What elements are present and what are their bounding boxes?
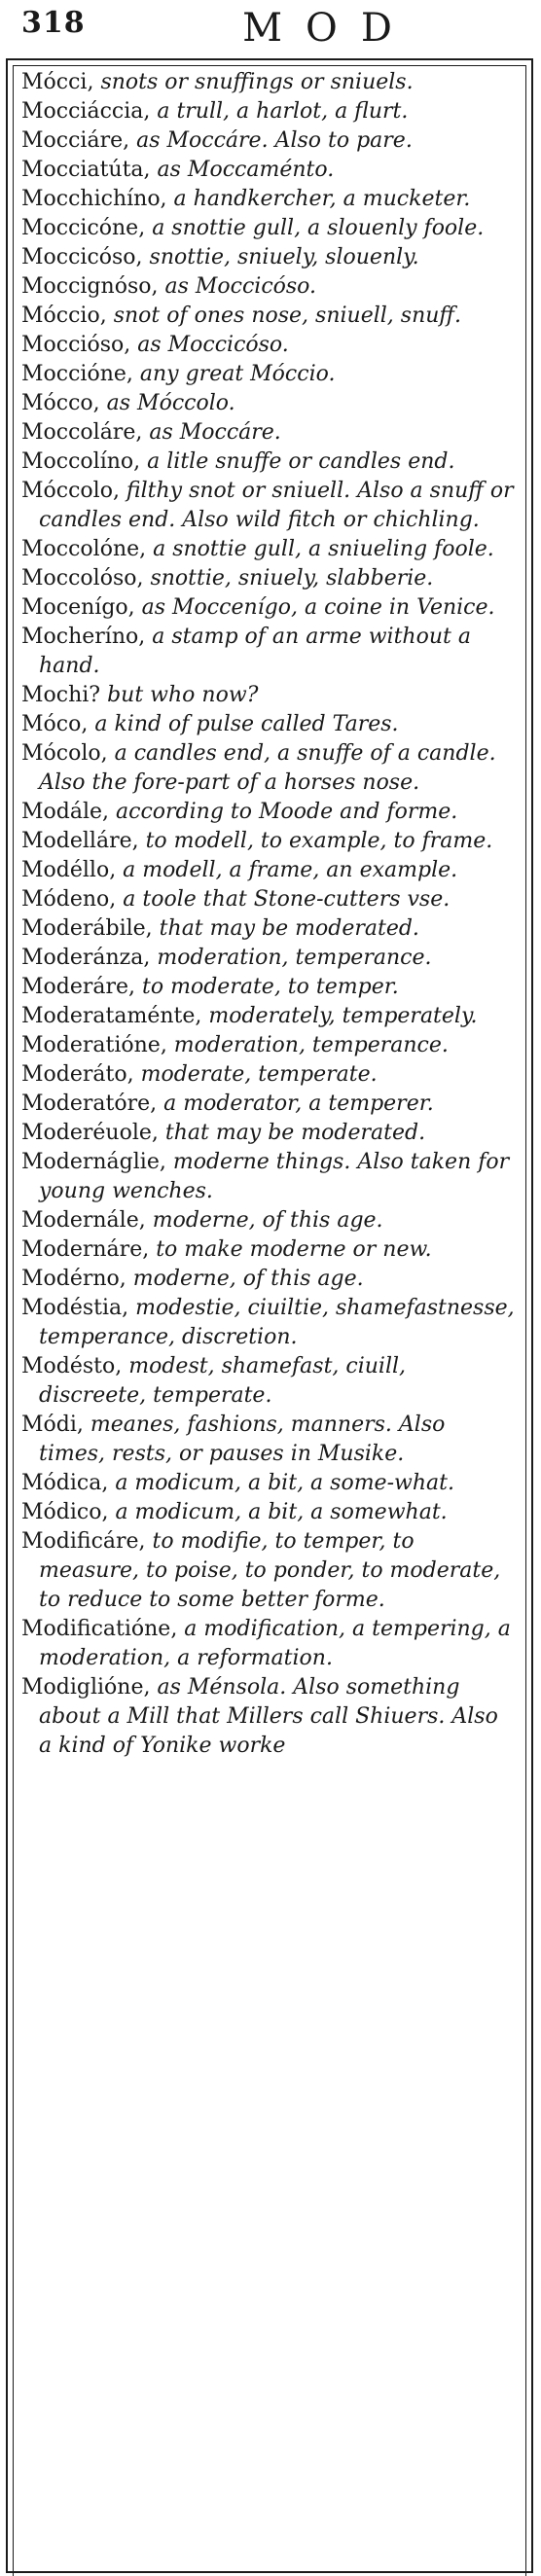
entry-headword: Modificatióne, [21, 1617, 178, 1641]
dictionary-entry [21, 185, 516, 214]
entry-definition: a snottie gull, a sniueling foole. [146, 537, 494, 561]
entry-headword: Módica, [21, 1471, 109, 1495]
entry-headword: Mócci, [21, 70, 94, 94]
dictionary-entry [21, 1498, 516, 1527]
entry-definition: moderne, of this age. [145, 1208, 383, 1233]
dictionary-entry [21, 1411, 516, 1469]
entry-headword: Móccio, [21, 304, 107, 328]
entry-definition: to modell, to example, to frame. [138, 829, 493, 853]
entry-headword: Mocciáccia, [21, 99, 151, 124]
entry-headword: Modernále, [21, 1208, 146, 1233]
entry-definition: but who now? [100, 683, 259, 707]
entry-definition: a snottie gull, a slouenly foole. [145, 216, 485, 240]
entry-headword: Mocheríno, [21, 625, 146, 649]
entry-headword: Moccicóso, [21, 245, 143, 269]
entry-definition: as Moccáre. Also to pare. [129, 128, 413, 153]
entry-headword: Mocciatúta, [21, 158, 151, 182]
dictionary-entry [21, 1148, 516, 1206]
entry-definition: modestie, ciuiltie, shamefastnesse, temperance, discretion. [39, 1296, 515, 1349]
entry-headword: Mocciáre, [21, 128, 130, 153]
entry-definition: to make moderne or new. [149, 1237, 432, 1262]
entry-definition: that may be moderated. [152, 916, 419, 941]
dictionary-entry [21, 68, 516, 97]
dictionary-entry [21, 1060, 516, 1090]
dictionary-entry [21, 1673, 516, 1761]
entry-headword: Moderánza, [21, 946, 151, 970]
entry-headword: Móccolo, [21, 479, 120, 503]
entry-definition: filthy snot or sniuell. Also a snuff or candles end. Also wild fitch or chichling. [39, 479, 514, 532]
page-number: 318 [21, 6, 86, 40]
dictionary-entry [21, 126, 516, 156]
dictionary-entry [21, 389, 516, 418]
dictionary-entry [21, 564, 516, 593]
entry-headword: Modále, [21, 800, 110, 824]
entry-definition: as Moccicóso. [130, 333, 289, 357]
entry-headword: Módi, [21, 1413, 84, 1437]
entry-definition: a kind of pulse called Tares. [88, 712, 399, 736]
dictionary-entry [21, 944, 516, 973]
entry-definition: snot of ones nose, sniuell, snuff. [106, 304, 461, 328]
entry-definition: moderne things. Also taken for young wenches. [39, 1150, 510, 1203]
entry-headword: Modéllo, [21, 858, 117, 882]
entry-definition: a stamp of an arme without a hand. [39, 625, 471, 678]
entry-headword: Modérno, [21, 1267, 126, 1291]
entry-definition: as Ménsola. Also something about a Mill that Millers call Shiuers. Also a kind of Yonike worke [39, 1675, 498, 1758]
dictionary-entry [21, 272, 516, 302]
dictionary-entries [21, 68, 516, 1761]
entry-headword: Moccicóne, [21, 216, 146, 240]
entry-headword: Moderáto, [21, 1062, 134, 1087]
dictionary-entry [21, 214, 516, 243]
entry-definition: any great Móccio. [132, 362, 336, 386]
entry-definition: a modicum, a bit, a somewhat. [108, 1500, 448, 1524]
entry-headword: Modelláre, [21, 829, 139, 853]
dictionary-entry [21, 1615, 516, 1673]
dictionary-entry [21, 360, 516, 389]
dictionary-entry [21, 1294, 516, 1352]
entry-definition: snottie, sniuely, slouenly. [142, 245, 419, 269]
entry-definition: moderately, temperately. [201, 1004, 478, 1028]
entry-headword: Moccióne, [21, 362, 133, 386]
entry-headword: Moccolóne, [21, 537, 147, 561]
dictionary-entry [21, 1090, 516, 1119]
entry-headword: Moccignóso, [21, 274, 159, 299]
entry-definition: a litle snuffe or candles end. [140, 449, 455, 474]
entry-headword: Modernáglie, [21, 1150, 166, 1174]
dictionary-entry [21, 1265, 516, 1294]
dictionary-entry [21, 331, 516, 360]
entry-definition: meanes, fashions, manners. Also times, rests, or pauses in Musike. [39, 1413, 446, 1466]
entry-definition: a candles end, a snuffe of a candle. Also the fore-part of a horses nose. [39, 741, 496, 795]
entry-definition: a handkercher, a mucketer. [166, 187, 471, 211]
dictionary-entry [21, 447, 516, 477]
entry-definition: to modifie, to temper, to measure, to poise, to ponder, to moderate, to reduce to some better forme. [39, 1529, 501, 1612]
entry-headword: Moderatóre, [21, 1091, 158, 1116]
entry-headword: Moccolóso, [21, 566, 144, 590]
entry-definition: snots or snuffings or sniuels. [93, 70, 414, 94]
dictionary-entry [21, 914, 516, 944]
entry-definition: a toole that Stone-cutters vse. [116, 887, 451, 912]
dictionary-entry [21, 535, 516, 564]
dictionary-entry [21, 97, 516, 126]
entry-definition: moderate, temperate. [133, 1062, 378, 1087]
dictionary-entry [21, 156, 516, 185]
entry-definition: as Moccaménto. [150, 158, 335, 182]
entry-definition: to moderate, to temper. [135, 975, 399, 999]
dictionary-entry [21, 739, 516, 798]
dictionary-entry [21, 1235, 516, 1265]
dictionary-entry [21, 856, 516, 885]
entry-headword: Mócolo, [21, 741, 108, 766]
entry-headword: Mocciόso, [21, 333, 131, 357]
entry-headword: Moderábile, [21, 916, 153, 941]
entry-headword: Moderataménte, [21, 1004, 202, 1028]
entry-headword: Modernáre, [21, 1237, 150, 1262]
dictionary-entry [21, 1469, 516, 1498]
dictionary-entry [21, 798, 516, 827]
entry-definition: as Móccolo. [99, 391, 235, 415]
entry-definition: a modicum, a bit, a some-what. [108, 1471, 454, 1495]
entry-definition: snottie, sniuely, slabberie. [143, 566, 434, 590]
entry-definition: as Moccenígo, a coine in Venice. [134, 595, 495, 620]
entry-definition: a moderator, a temperer. [157, 1091, 434, 1116]
dictionary-entry [21, 302, 516, 331]
dictionary-entry [21, 710, 516, 739]
entry-headword: Mocenígo, [21, 595, 135, 620]
entry-headword: Módeno, [21, 887, 117, 912]
entry-headword: Moccoláre, [21, 420, 143, 445]
entry-headword: Móco, [21, 712, 89, 736]
entry-definition: a modification, a tempering, a moderation, a reformation. [39, 1617, 511, 1670]
entry-headword: Mocchichíno, [21, 187, 167, 211]
dictionary-entry [21, 1352, 516, 1411]
entry-definition: moderation, temperance. [166, 1033, 449, 1057]
dictionary-entry [21, 593, 516, 623]
dictionary-entry [21, 681, 516, 710]
dictionary-entry [21, 827, 516, 856]
dictionary-entry [21, 1002, 516, 1031]
entry-definition: modest, shamefast, ciuill, discreete, temperate. [39, 1354, 407, 1408]
dictionary-entry [21, 243, 516, 272]
dictionary-entry [21, 885, 516, 914]
entry-headword: Modésto, [21, 1354, 123, 1378]
entry-headword: Moderatióne, [21, 1033, 167, 1057]
entry-headword: Modificáre, [21, 1529, 146, 1554]
dictionary-entry [21, 1119, 516, 1148]
dictionary-entry [21, 477, 516, 535]
dictionary-entry [21, 1206, 516, 1235]
entry-headword: Módico, [21, 1500, 109, 1524]
dictionary-entry [21, 1031, 516, 1060]
entry-definition: a trull, a harlot, a flurt. [150, 99, 409, 124]
dictionary-entry [21, 1527, 516, 1615]
entry-definition: as Moccicóso. [158, 274, 317, 299]
entry-definition: moderation, temperance. [150, 946, 432, 970]
entry-definition: according to Moode and forme. [109, 800, 458, 824]
entry-definition: moderne, of this age. [126, 1267, 364, 1291]
entry-headword: Moderéuole, [21, 1121, 159, 1145]
page-header [0, 0, 541, 58]
entry-headword: Modéstia, [21, 1296, 129, 1320]
dictionary-entry [21, 623, 516, 681]
entry-definition: that may be moderated. [158, 1121, 426, 1145]
dictionary-entry [21, 418, 516, 447]
entry-headword: Moccolíno, [21, 449, 141, 474]
entry-headword: Modiglióne, [21, 1675, 151, 1699]
entry-headword: Mócco, [21, 391, 100, 415]
dictionary-entry [21, 973, 516, 1002]
entry-definition: a modell, a frame, an example. [116, 858, 458, 882]
entry-headword: Mochi? [21, 683, 101, 707]
entry-definition: as Moccáre. [142, 420, 281, 445]
running-head: MOD [242, 6, 415, 51]
entry-headword: Moderáre, [21, 975, 136, 999]
